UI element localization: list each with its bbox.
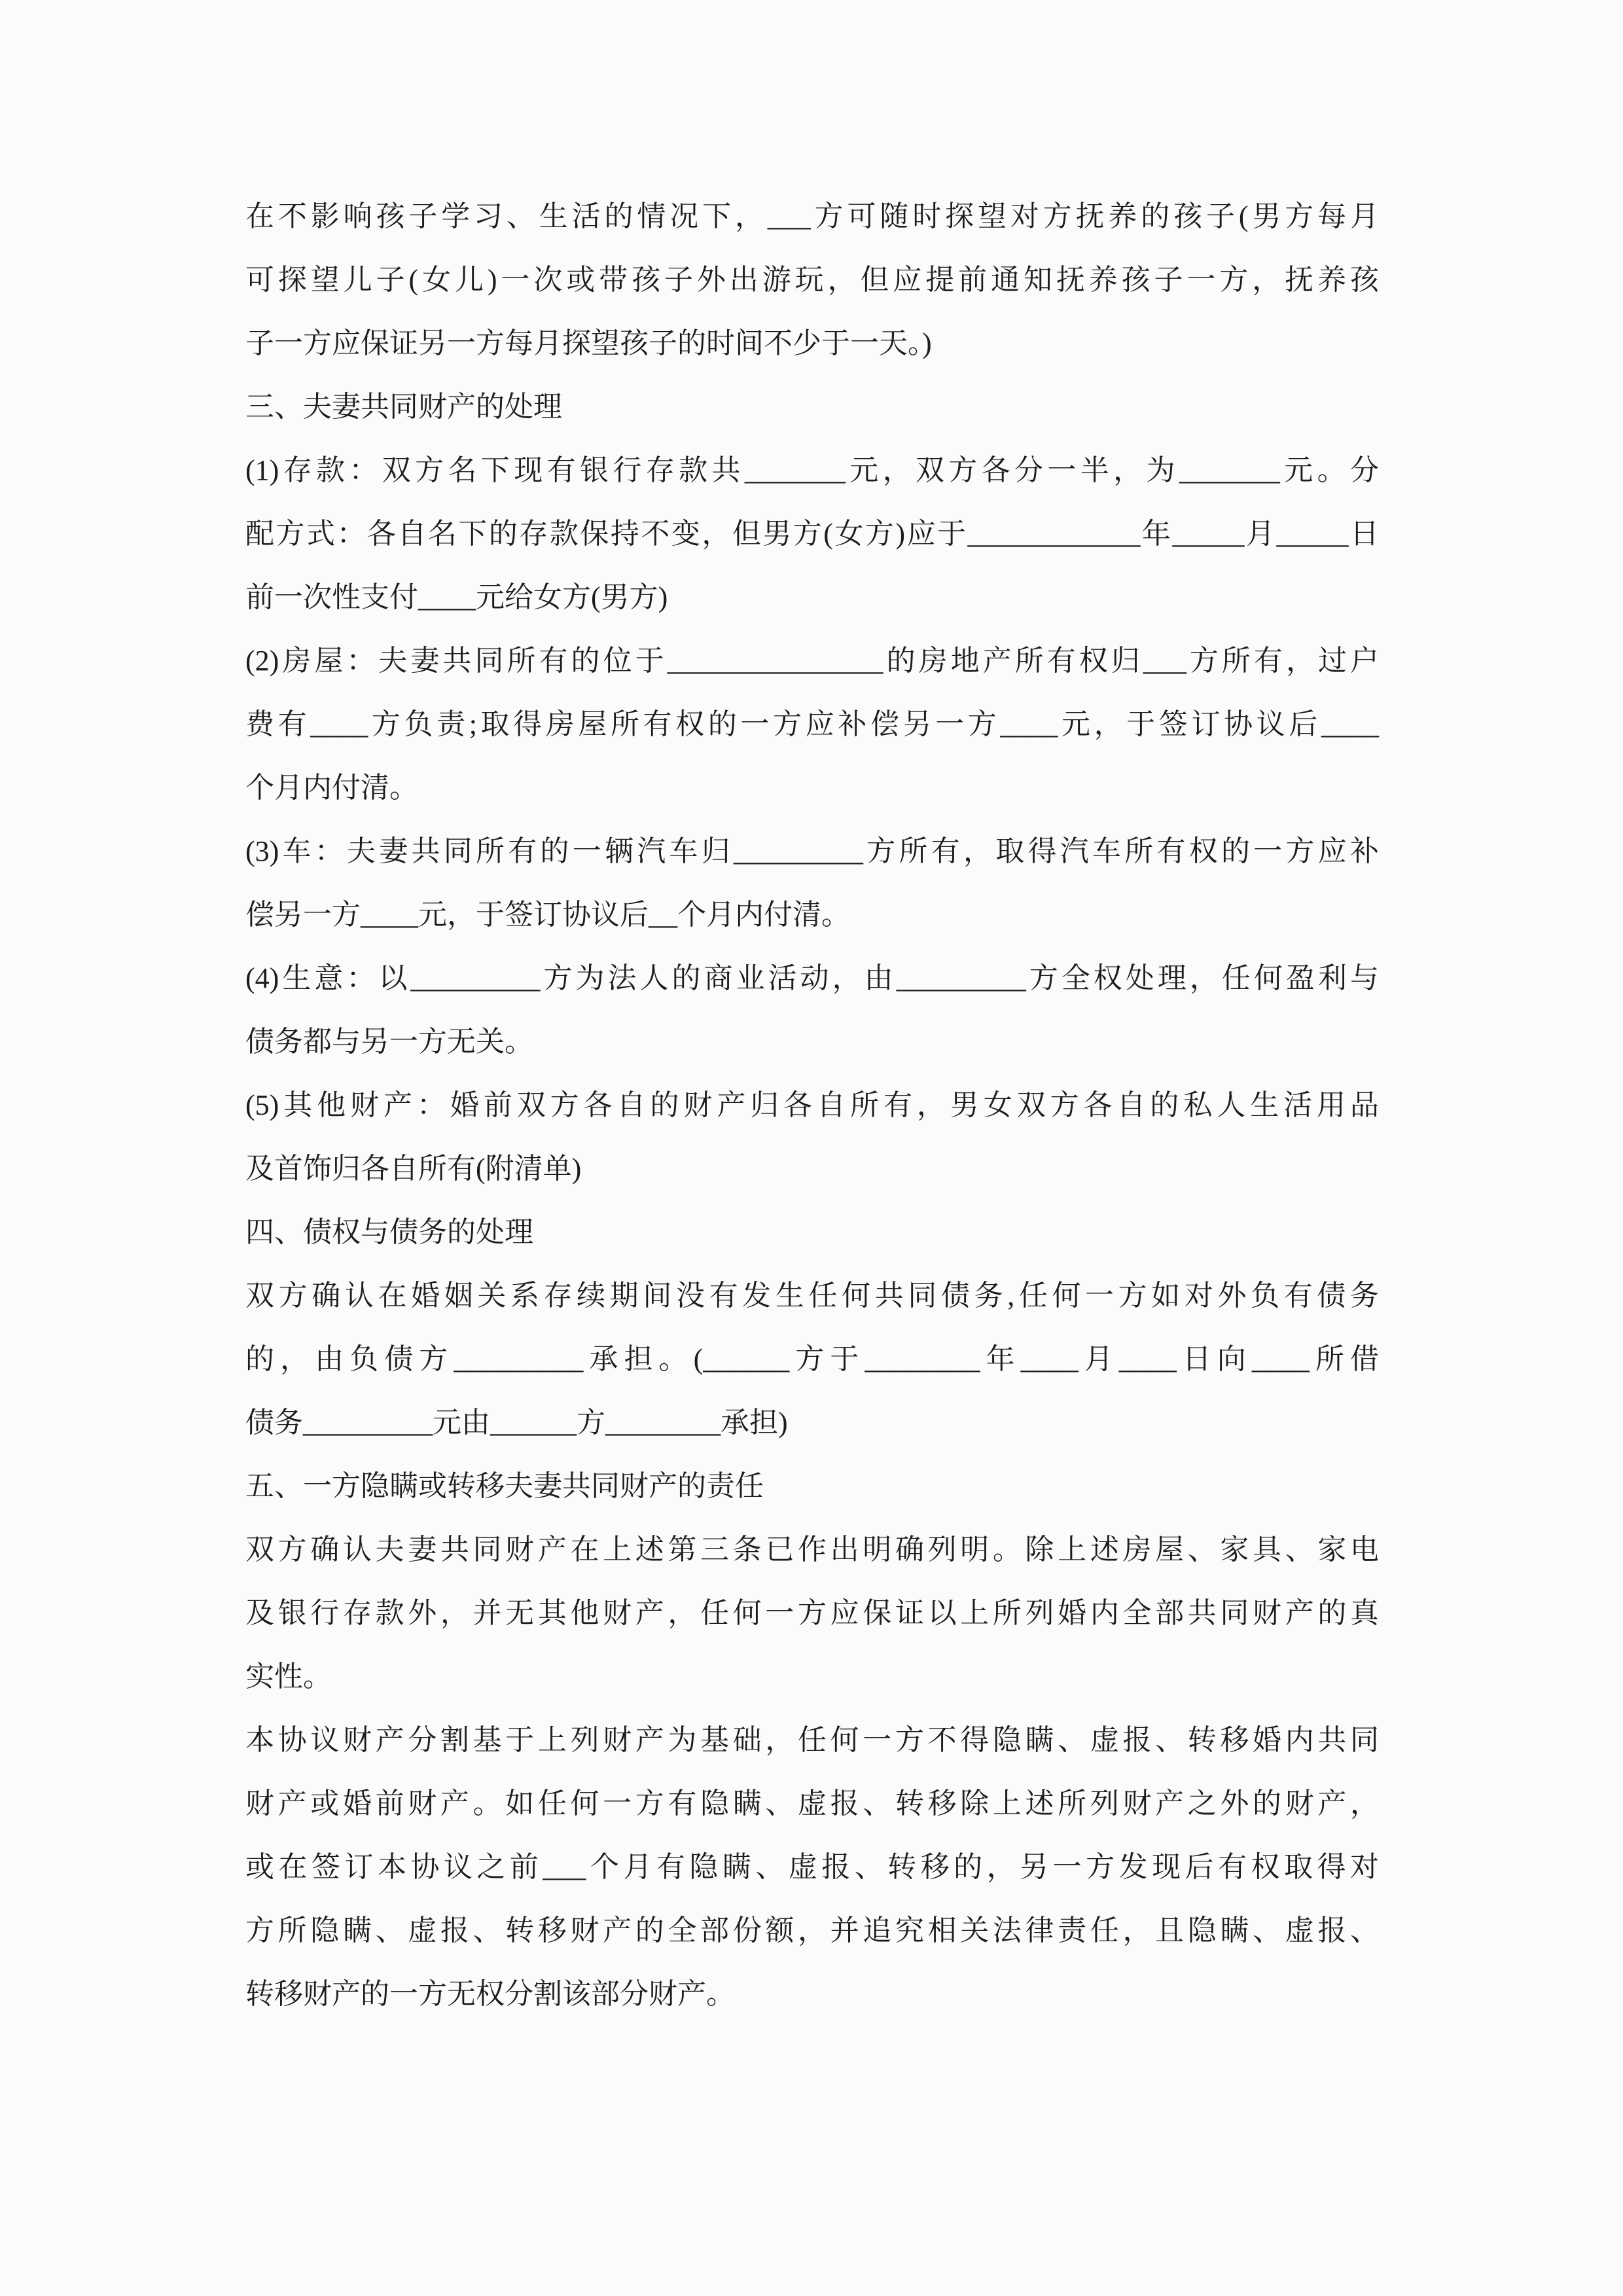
document-line: (5)其他财产：婚前双方各自的财产归各自所有，男女双方各自的私人生活用品 xyxy=(245,1089,1379,1121)
document-line: 偿另一方____元，于签订协议后__个月内付清。 xyxy=(245,899,850,931)
document-line: 前一次性支付____元给女方(男方) xyxy=(245,581,668,613)
document-line: 双方确认夫妻共同财产在上述第三条已作出明确列明。除上述房屋、家具、家电 xyxy=(245,1534,1379,1566)
document-line: 费有____方负责;取得房屋所有权的一方应补偿另一方____元，于签订协议后____ xyxy=(245,708,1379,740)
document-line: 在不影响孩子学习、生活的情况下，___方可随时探望对方抚养的孩子(男方每月 xyxy=(245,200,1379,232)
document-line: 债务_________元由______方________承担) xyxy=(245,1407,788,1439)
document-line: 财产或婚前财产。如任何一方有隐瞒、虚报、转移除上述所列财产之外的财产， xyxy=(245,1787,1379,1820)
document-section-heading: 五、一方隐瞒或转移夫妻共同财产的责任 xyxy=(245,1470,764,1502)
document-line: 方所隐瞒、虚报、转移财产的全部份额，并追究相关法律责任，且隐瞒、虚报、 xyxy=(245,1914,1379,1946)
document-line: 转移财产的一方无权分割该部分财产。 xyxy=(245,1978,735,2010)
document-line: 可探望儿子(女儿)一次或带孩子外出游玩，但应提前通知抚养孩子一方，抚养孩 xyxy=(245,264,1379,296)
document-line: 本协议财产分割基于上列财产为基础，任何一方不得隐瞒、虚报、转移婚内共同 xyxy=(245,1724,1379,1756)
document-line: 的，由负债方_________承担。(______方于________年____月____日向____所借 xyxy=(245,1343,1379,1375)
document-line: 子一方应保证另一方每月探望孩子的时间不少于一天。) xyxy=(245,327,932,359)
document-section-heading: 四、债权与债务的处理 xyxy=(245,1216,533,1248)
document-line: (2)房屋：夫妻共同所有的位于_______________的房地产所有权归___方所有，过户 xyxy=(245,645,1379,677)
document-line: 及银行存款外，并无其他财产，任何一方应保证以上所列婚内全部共同财产的真 xyxy=(245,1597,1379,1629)
document-section-heading: 三、夫妻共同财产的处理 xyxy=(245,391,562,423)
document-line: 或在签订本协议之前___个月有隐瞒、虚报、转移的，另一方发现后有权取得对 xyxy=(245,1851,1379,1883)
divorce-agreement-text-block xyxy=(245,185,1379,2026)
document-line: 实性。 xyxy=(245,1660,332,1693)
document-line: 债务都与另一方无关。 xyxy=(245,1026,533,1058)
document-line: 配方式：各自名下的存款保持不变，但男方(女方)应于____________年_____月_____日 xyxy=(245,518,1379,550)
document-line: 及首饰归各自所有(附清单) xyxy=(245,1153,582,1185)
document-line: 双方确认在婚姻关系存续期间没有发生任何共同债务,任何一方如对外负有债务 xyxy=(245,1280,1379,1312)
document-line: 个月内付清。 xyxy=(245,772,418,804)
document-line: (4)生意：以_________方为法人的商业活动，由_________方全权处理，任何盈利与 xyxy=(245,962,1379,994)
document-line: (1)存款：双方名下现有银行存款共_______元，双方各分一半，为_______元。分 xyxy=(245,454,1379,486)
document-line: (3)车：夫妻共同所有的一辆汽车归_________方所有，取得汽车所有权的一方应补 xyxy=(245,835,1379,867)
